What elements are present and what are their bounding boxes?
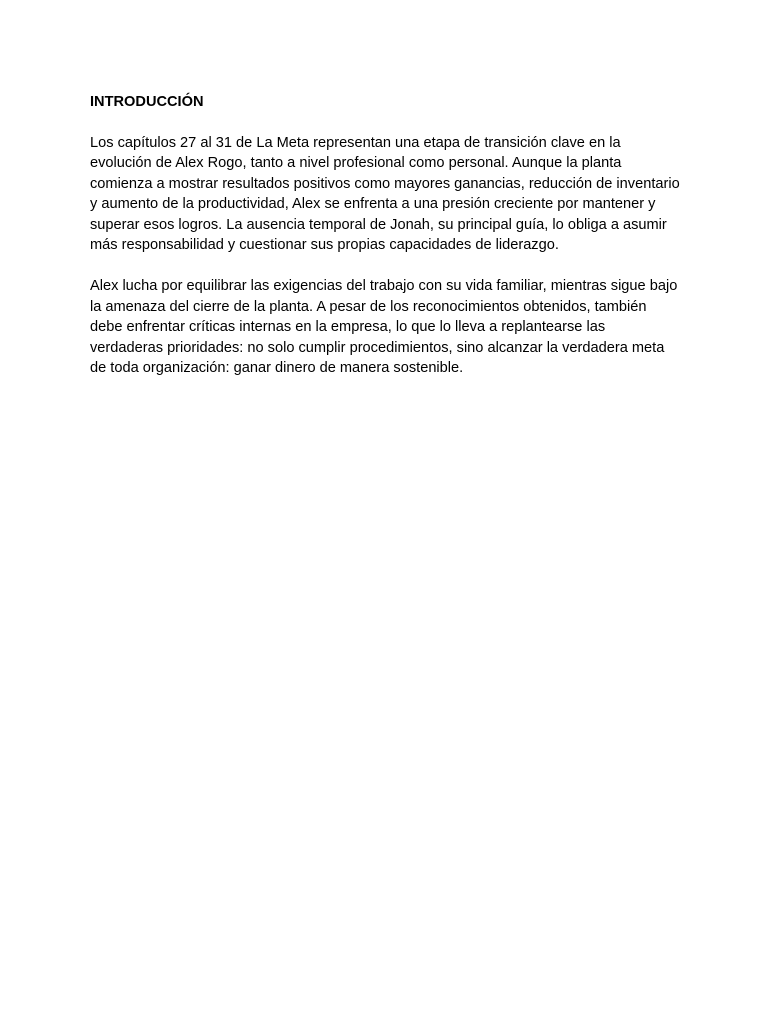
section-heading: INTRODUCCIÓN bbox=[90, 94, 204, 110]
document-body bbox=[90, 92, 680, 399]
paragraph-context: Alex lucha por equilibrar las exigencias del trabajo con su vida familiar, mientras sigue bajo la amenaza del cierre de la planta. A pesar de los reconocimientos obtenidos, también debe enfrentar críticas internas en la empresa, lo que lo lleva a replantearse las verdaderas prioridades: no solo cumplir procedimientos, sino alcanzar la verdadera meta de toda organización: ganar dinero de manera sostenible. bbox=[90, 278, 678, 376]
paragraph-intro: Los capítulos 27 al 31 de La Meta representan una etapa de transición clave en la evolución de Alex Rogo, tanto a nivel profesional como personal. Aunque la planta comienza a mostrar resultados positivos como mayores ganancias, reducción de inventario y aumento de la productividad, Alex se enfrenta a una presión creciente por mantener y superar esos logros. La ausencia temporal de Jonah, su principal guía, lo obliga a asumir más responsabilidad y cuestionar sus propias capacidades de liderazgo. bbox=[90, 134, 680, 253]
